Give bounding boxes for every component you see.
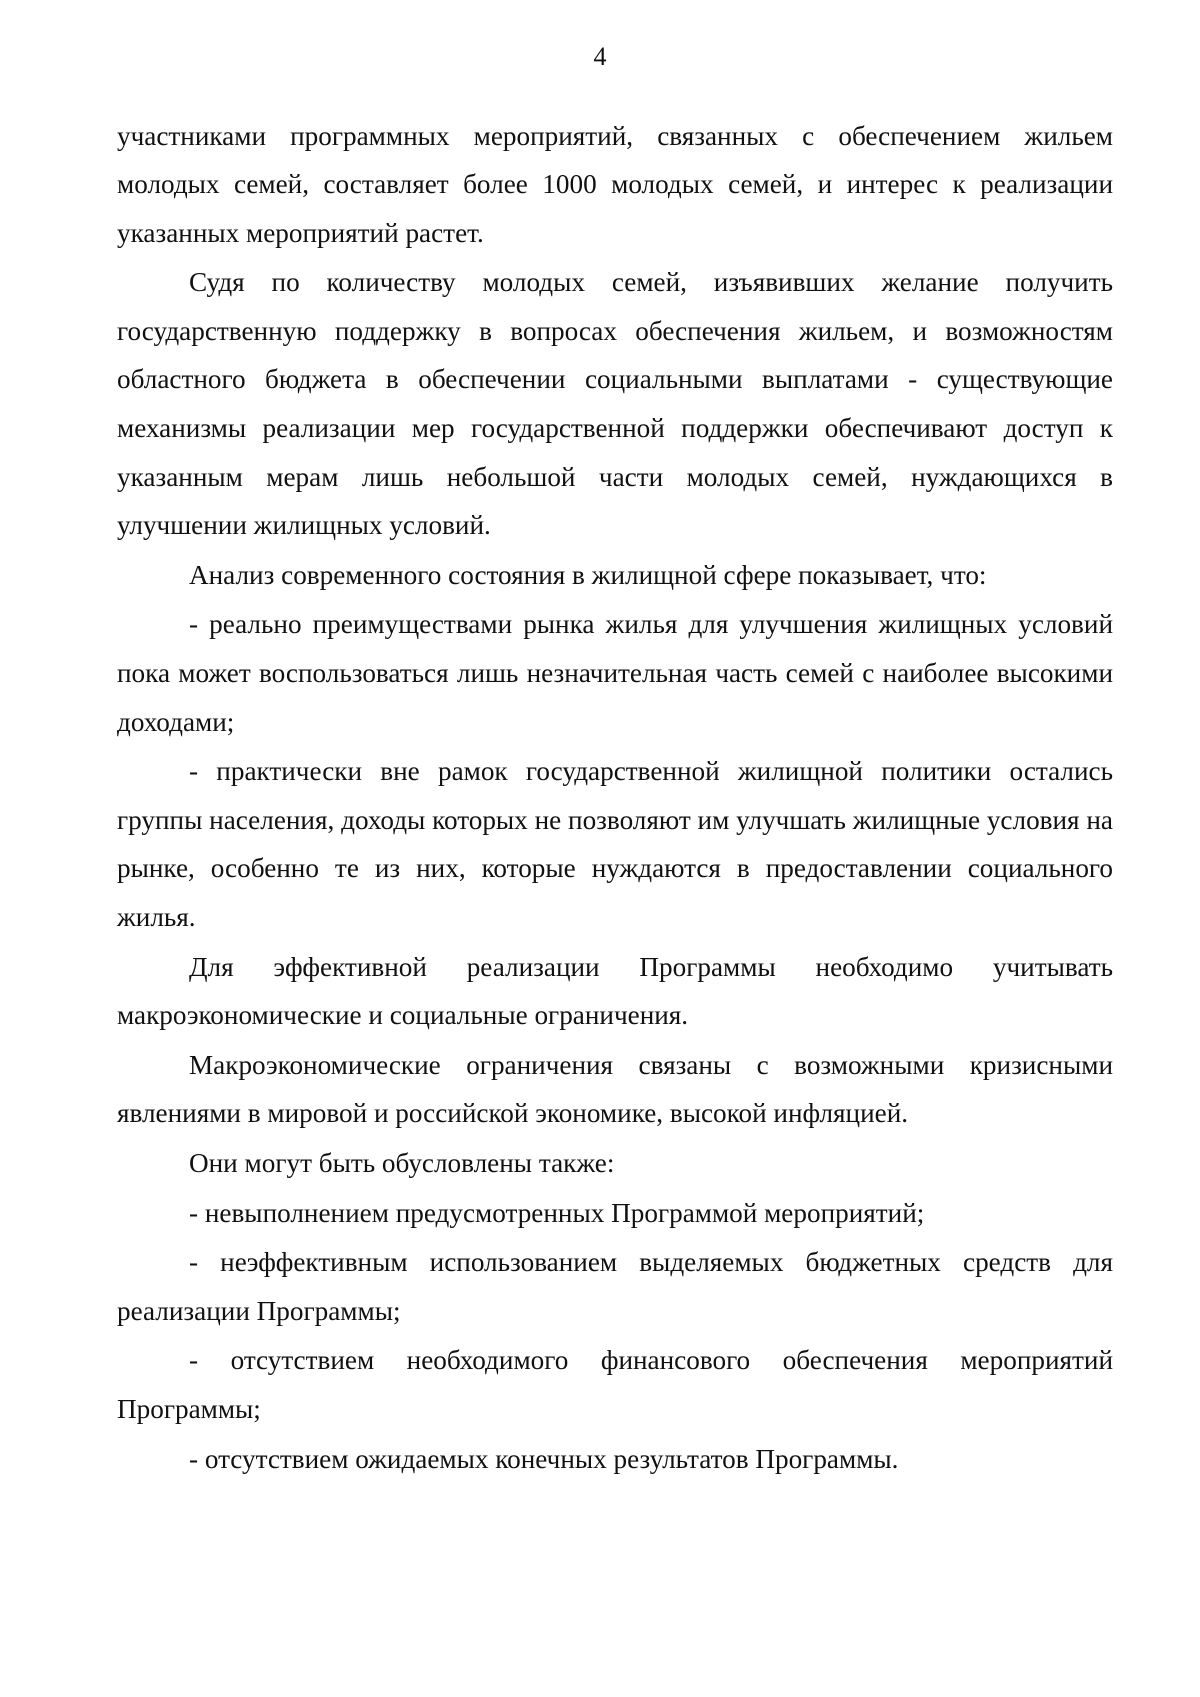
list-item-no-expected-results: - отсутствием ожидаемых конечных результатов Программы. xyxy=(189,1443,899,1474)
list-item-lack-of-funding: - отсутствием необходимого финансового обеспечения мероприятий Программы; xyxy=(117,1345,1113,1424)
paragraph-macroeconomic-constraints: Макроэкономические ограничения связаны с возможными кризисными явлениями в мировой и российской экономике, высокой инфляцией. xyxy=(117,1049,1113,1129)
paragraph-causes-intro: Они могут быть обусловлены также: xyxy=(189,1147,615,1178)
page-number: 4 xyxy=(593,42,607,71)
list-item-market-advantages: - реально преимуществами рынка жилья для улучшения жилищных условий пока может воспользоваться лишь незначительная часть семей с наиболее высокими доходами; xyxy=(117,609,1113,737)
document-body xyxy=(117,112,1113,1484)
list-item-non-fulfillment: - невыполнением предусмотренных Программой мероприятий; xyxy=(189,1197,925,1228)
paragraph-young-families-support: Судя по количеству молодых семей, изъявивших желание получить государственную поддержку в вопросах обеспечения жильем, и возможностям областного бюджета в обеспечении социальными выплатами - существующие механизмы реализации мер государственной поддержки обеспечивают доступ к указанным мерам лишь небольшой части молодых семей, нуждающихся в улучшении жилищных условий. xyxy=(117,267,1113,541)
list-item-inefficient-use: - неэффективным использованием выделяемых бюджетных средств для реализации Программы; xyxy=(117,1247,1113,1326)
paragraph-continuation: участниками программных мероприятий, связанных с обеспечением жильем молодых семей, составляет более 1000 молодых семей, и интерес к реализации указанных мероприятий растет. xyxy=(117,120,1113,248)
paragraph-program-constraints: Для эффективной реализации Программы необходимо учитывать макроэкономические и социальные ограничения. xyxy=(117,951,1113,1031)
list-item-outside-policy-groups: - практически вне рамок государственной жилищной политики остались группы населения, доходы которых не позволяют им улучшать жилищные условия на рынке, особенно те из них, которые нуждаются в предоставлении социального жилья. xyxy=(117,756,1113,932)
paragraph-housing-analysis-intro: Анализ современного состояния в жилищной сфере показывает, что: xyxy=(189,559,987,590)
